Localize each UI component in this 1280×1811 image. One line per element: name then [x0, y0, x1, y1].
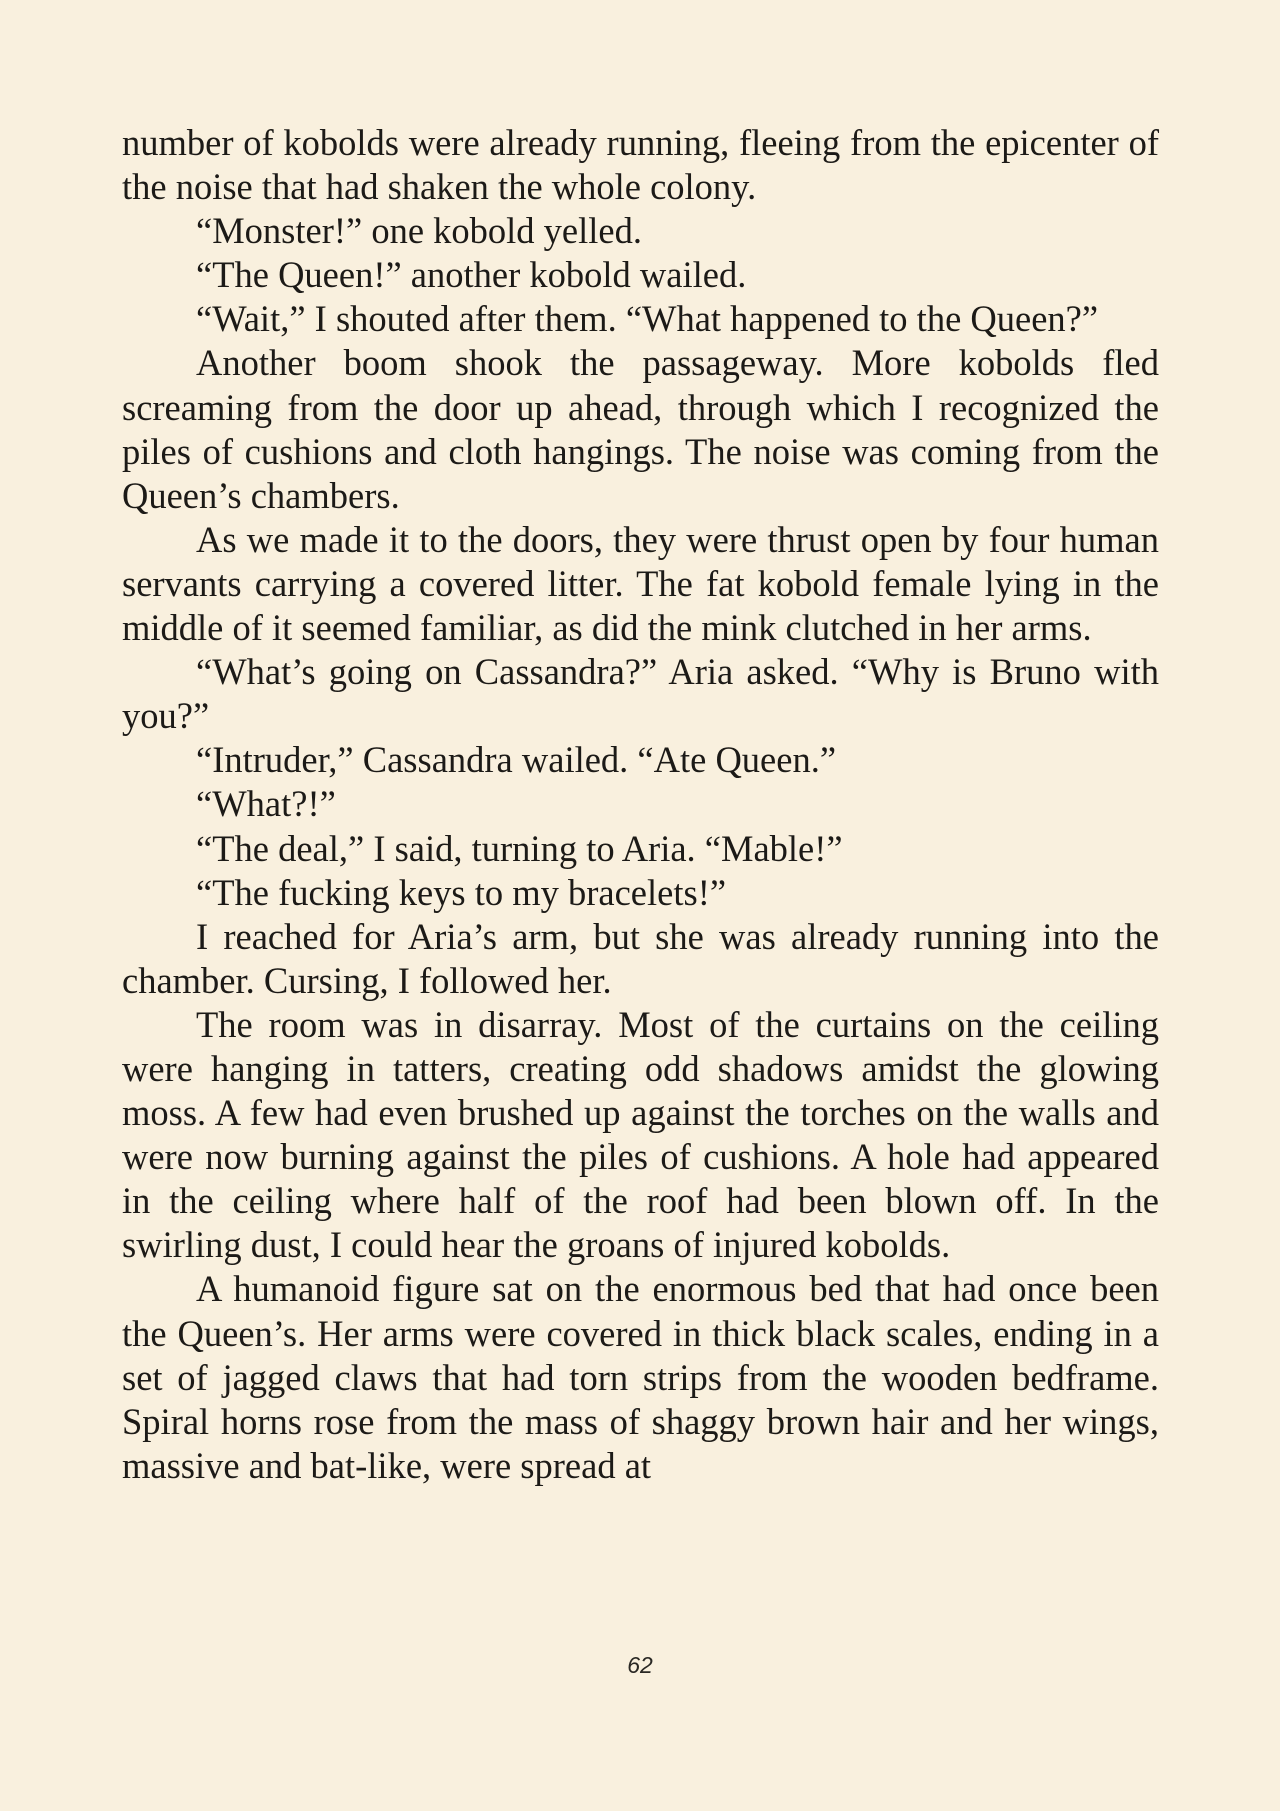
paragraph-another-boom: Another boom shook the passageway. More kobolds fled screaming from the door up ahead, through which I recognized the piles of cushions and cloth hangings. The noise was coming from the Queen’s chambers. — [122, 342, 1159, 516]
paragraph-the-deal: “The deal,” I said, turning to Aria. “Mable!” — [196, 827, 843, 869]
paragraph-wait: “Wait,” I shouted after them. “What happened to the Queen?” — [196, 298, 1099, 340]
paragraph-queen: “The Queen!” another kobold wailed. — [196, 254, 747, 296]
paragraph-intruder: “Intruder,” Cassandra wailed. “Ate Queen.” — [196, 739, 837, 781]
page-number: 62 — [627, 1652, 653, 1678]
paragraph-doors: As we made it to the doors, they were thrust open by four human servants carrying a covered litter. The fat kobold female lying in the middle of it seemed familiar, as did the mink clutched in her arms. — [122, 518, 1159, 649]
paragraph-monster: “Monster!” one kobold yelled. — [196, 210, 642, 252]
paragraph-what: “What?!” — [196, 783, 336, 825]
paragraph-reached: I reached for Aria’s arm, but she was already running into the chamber. Cursing, I followed her. — [122, 915, 1159, 1001]
paragraph-humanoid: A humanoid figure sat on the enormous bed that had once been the Queen’s. Her arms were covered in thick black scales, ending in a set of jagged claws that had torn strips from the wooden bedframe. Spiral horns rose from the mass of shaggy brown hair and her wings, massive and bat-like, were spread at — [122, 1268, 1159, 1486]
page-body — [122, 121, 1159, 1488]
paragraph-continued: number of kobolds were already running, fleeing from the epicenter of the noise that had shaken the whole colony. — [122, 122, 1159, 208]
paragraph-keys: “The fucking keys to my bracelets!” — [196, 871, 727, 913]
paragraph-room: The room was in disarray. Most of the curtains on the ceiling were hanging in tatters, creating odd shadows amidst the glowing moss. A few had even brushed up against the torches on the walls and were now burning against the piles of cushions. A hole had appeared in the ceiling where half of the roof had been blown off. In the swirling dust, I could hear the groans of injured kobolds. — [122, 1003, 1159, 1266]
paragraph-whats-going-on: “What’s going on Cassandra?” Aria asked. “Why is Bruno with you?” — [122, 651, 1159, 737]
